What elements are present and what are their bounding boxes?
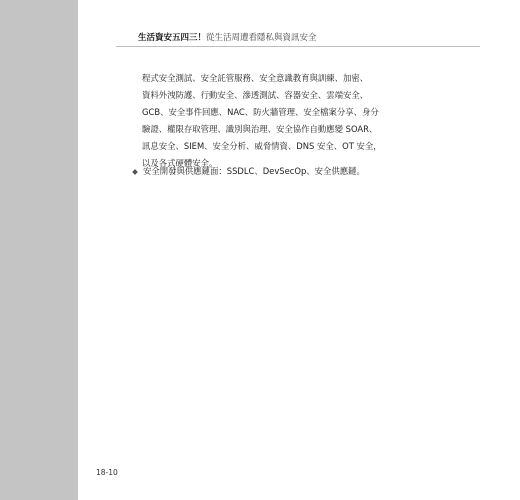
bullet-item (133, 163, 365, 180)
body-line: 資料外洩防護、行動安全、滲透測試、容器安全、雲端安全、 (142, 90, 369, 100)
body-line: 程式安全測試、安全託管服務、安全意識教育與訓練、加密、 (142, 73, 369, 83)
body-line: 驗證、權限存取管理、識別與治理、安全協作自動應變 SOAR、 (142, 124, 378, 134)
diamond-bullet-icon (132, 169, 138, 175)
running-header (138, 31, 317, 45)
body-line: 以及各式硬體安全。 (142, 158, 218, 168)
header-divider (116, 46, 480, 47)
body-line: GCB、安全事件回應、NAC、防火牆管理、安全檔案分享、身分 (142, 107, 379, 117)
body-paragraph (142, 70, 472, 172)
bullet-text: 安全開發與供應鏈面：SSDLC、DevSecOp、安全供應鏈。 (143, 166, 365, 176)
page-number: 18-10 (96, 468, 118, 477)
header-subtitle: 從生活周遭看隱私與資訊安全 (206, 33, 317, 43)
header-book-title: 生活資安五四三 (138, 33, 198, 43)
header-separator: ！ (197, 33, 207, 43)
body-line: 訊息安全、SIEM、安全分析、威脅情資、DNS 安全、OT 安全， (142, 141, 382, 151)
gray-side-strip (0, 0, 78, 500)
book-page (78, 0, 520, 500)
